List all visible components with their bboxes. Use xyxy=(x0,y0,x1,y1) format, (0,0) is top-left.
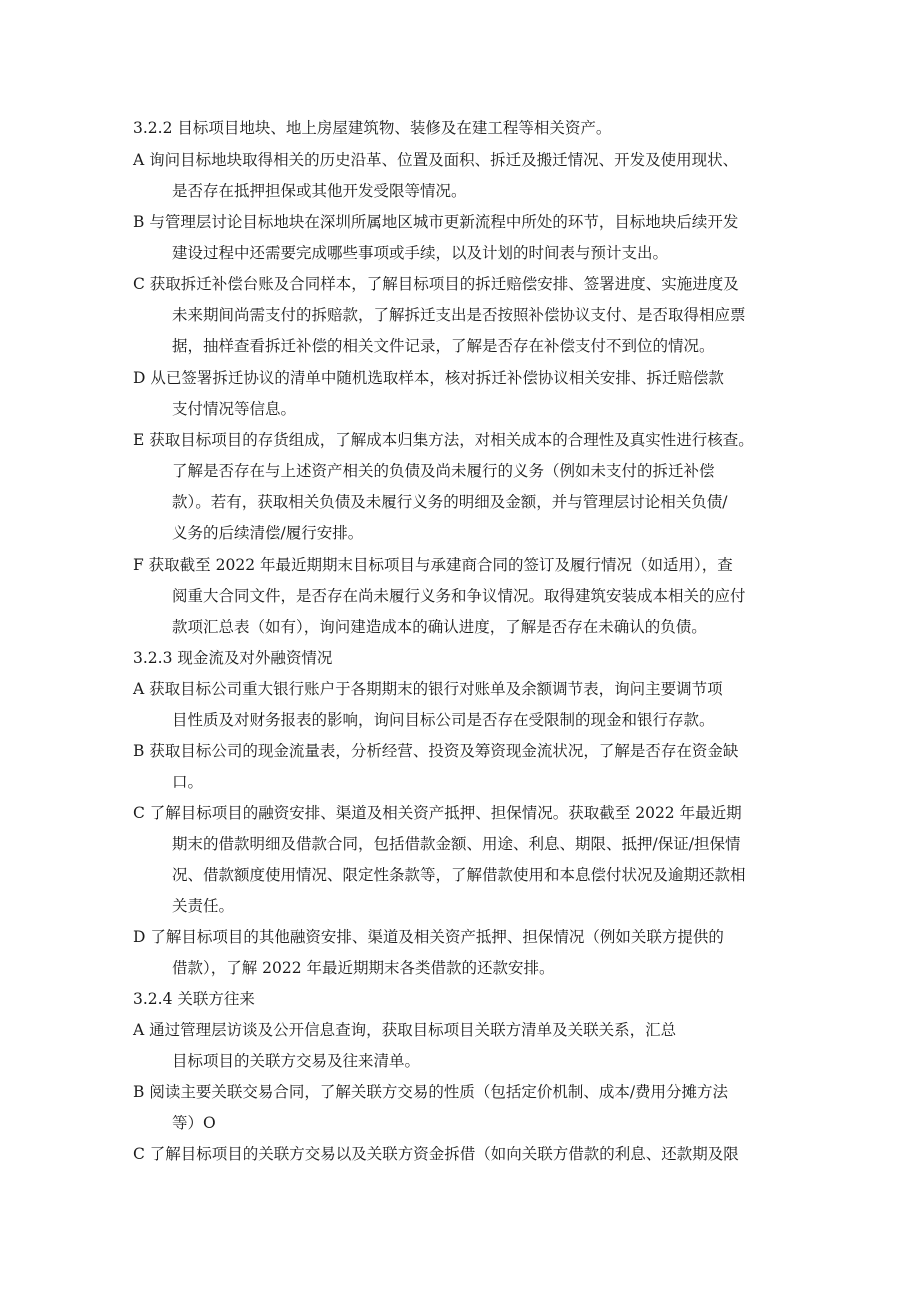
item-3-2-2-d-line-1: D 从已签署拆迁协议的清单中随机选取样本，核对拆迁补偿协议相关安排、拆迁赔偿款 xyxy=(133,369,724,387)
item-3-2-2-c-line-2: 未来期间尚需支付的拆赔款，了解拆迁支出是否按照补偿协议支付、是否取得相应票 xyxy=(172,306,746,324)
section-heading-3-2-3: 3.2.3 现金流及对外融资情况 xyxy=(133,649,333,667)
item-3-2-3-a-line-2: 目性质及对财务报表的影响，询问目标公司是否存在受限制的现金和银行存款。 xyxy=(172,711,715,729)
item-3-2-3-c-line-1: C 了解目标项目的融资安排、渠道及相关资产抵押、担保情况。获取截至 2022 年最近期 xyxy=(133,804,742,822)
item-3-2-3-b-line-2: 口。 xyxy=(172,773,204,791)
item-3-2-2-e-line-1: E 获取目标项目的存货组成，了解成本归集方法，对相关成本的合理性及真实性进行核查。 xyxy=(133,431,754,449)
item-3-2-4-c-line-1: C 了解目标项目的关联方交易以及关联方资金拆借（如向关联方借款的利息、还款期及限 xyxy=(133,1145,739,1163)
item-3-2-4-a-line-1: A 通过管理层访谈及公开信息查询，获取目标项目关联方清单及关联关系，汇总 xyxy=(133,1021,677,1039)
item-3-2-3-c-line-2: 期末的借款明细及借款合同，包括借款金额、用途、利息、期限、抵押/保证/担保情 xyxy=(172,835,741,853)
item-3-2-2-d-line-2: 支付情况等信息。 xyxy=(172,400,297,418)
item-3-2-2-e-line-3: 款）。若有，获取相关负债及未履行义务的明细及金额，并与管理层讨论相关负债/ xyxy=(172,493,728,511)
section-heading-3-2-4: 3.2.4 关联方往来 xyxy=(133,990,255,1008)
item-3-2-4-b-line-1: B 阅读主要关联交易合同，了解关联方交易的性质（包括定价机制、成本/费用分摊方法 xyxy=(133,1083,729,1101)
item-3-2-3-c-line-3: 况、借款额度使用情况、限定性条款等，了解借款使用和本息偿付状况及逾期还款相 xyxy=(172,866,746,884)
item-3-2-3-b-line-1: B 获取目标公司的现金流量表，分析经营、投资及筹资现金流状况，了解是否存在资金缺 xyxy=(133,742,739,760)
item-3-2-4-b-line-2: 等）O xyxy=(172,1114,216,1132)
item-3-2-3-c-line-4: 关责任。 xyxy=(172,897,235,915)
item-3-2-2-f-line-3: 款项汇总表（如有），询问建造成本的确认进度，了解是否存在未确认的负债。 xyxy=(172,618,707,636)
item-3-2-2-b-line-1: B 与管理层讨论目标地块在深圳所属地区城市更新流程中所处的环节，目标地块后续开发 xyxy=(133,213,739,231)
item-3-2-2-e-line-2: 了解是否存在与上述资产相关的负债及尚未履行的义务（例如未支付的拆迁补偿 xyxy=(172,462,715,480)
item-3-2-3-a-line-1: A 获取目标公司重大银行账户于各期期末的银行对账单及余额调节表，询问主要调节项 xyxy=(133,680,723,698)
item-3-2-2-a-line-2: 是否存在抵押担保或其他开发受限等情况。 xyxy=(172,182,467,200)
item-3-2-2-b-line-2: 建设过程中还需要完成哪些事项或手续，以及计划的时间表与预计支出。 xyxy=(172,244,669,262)
section-heading-3-2-2: 3.2.2 目标项目地块、地上房屋建筑物、装修及在建工程等相关资产。 xyxy=(133,119,612,137)
item-3-2-2-a-line-1: A 询问目标地块取得相关的历史沿革、位置及面积、拆迁及搬迁情况、开发及使用现状、 xyxy=(133,151,739,169)
item-3-2-3-d-line-2: 借款），了解 2022 年最近期期末各类借款的还款安排。 xyxy=(172,959,555,977)
item-3-2-2-e-line-4: 义务的后续清偿/履行安排。 xyxy=(172,524,364,542)
item-3-2-2-f-line-1: F 获取截至 2022 年最近期期末目标项目与承建商合同的签订及履行情况（如适用），查 xyxy=(133,556,733,574)
item-3-2-2-f-line-2: 阅重大合同文件，是否存在尚未履行义务和争议情况。取得建筑安装成本相关的应付 xyxy=(172,587,746,605)
item-3-2-3-d-line-1: D 了解目标项目的其他融资安排、渠道及相关资产抵押、担保情况（例如关联方提供的 xyxy=(133,928,724,946)
item-3-2-2-c-line-1: C 获取拆迁补偿台账及合同样本，了解目标项目的拆迁赔偿安排、签署进度、实施进度及 xyxy=(133,275,739,293)
item-3-2-4-a-line-2: 目标项目的关联方交易及往来清单。 xyxy=(172,1052,421,1070)
item-3-2-2-c-line-3: 据，抽样查看拆迁补偿的相关文件记录，了解是否存在补偿支付不到位的情况。 xyxy=(172,337,715,355)
